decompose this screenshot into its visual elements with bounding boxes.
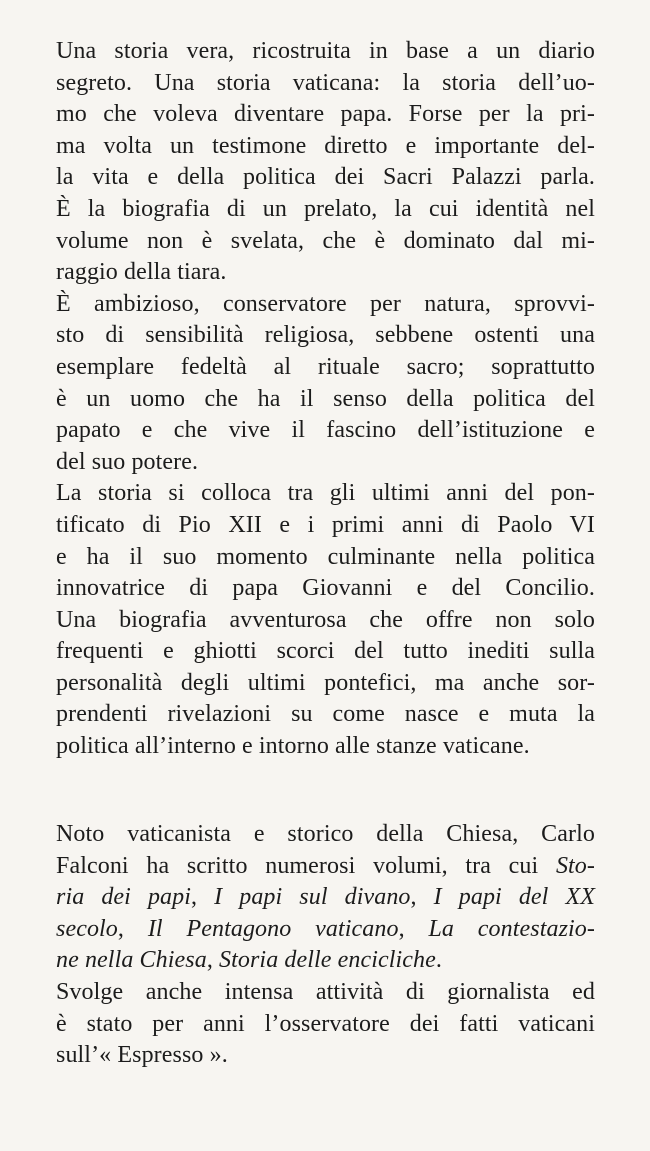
blurb-line: la vita e della politica dei Sacri Palazzi parla.	[56, 164, 595, 191]
book-title: ria dei papi	[56, 884, 192, 911]
bio-text: Falconi ha scritto numerosi volumi, tra cui	[56, 852, 556, 879]
bio-line	[56, 819, 595, 851]
bio-text: ,	[410, 884, 434, 911]
blurb-line: È la biografia di un prelato, la cui identità nel	[56, 195, 595, 222]
blurb-line: raggio della tiara.	[56, 259, 227, 286]
bio-line	[56, 1040, 595, 1072]
bio-text: ,	[117, 915, 148, 942]
blurb-line: personalità degli ultimi pontefici, ma anche sor-	[56, 669, 595, 696]
bio-line	[56, 977, 595, 1009]
bio-text: .	[435, 947, 443, 974]
blurb-line: ma volta un testimone diretto e importante del-	[56, 132, 595, 159]
blurb-line: Una storia vera, ricostruita in base a un diario	[56, 38, 595, 64]
book-title: Sto-	[555, 852, 595, 879]
blurb-line: La storia si colloca tra gli ultimi anni del pon-	[56, 480, 595, 507]
book-title: I papi sul divano	[214, 884, 411, 911]
blurb-line: segreto. Una storia vaticana: la storia dell’uo-	[56, 69, 595, 96]
bio-text: sull’« Espresso ».	[56, 1042, 228, 1069]
bio-line	[56, 851, 595, 883]
blurb-line: mo che voleva diventare papa. Forse per la pri-	[56, 101, 595, 128]
blurb-line: papato e che vive il fascino dell’istituzione e	[56, 417, 595, 444]
blurb-line: Una biografia avventurosa che offre non solo	[56, 606, 595, 633]
blurb-line: e ha il suo momento culminante nella politica	[56, 543, 595, 570]
bio-text: è stato per anni l’osservatore dei fatti vaticani	[56, 1010, 595, 1037]
blurb-line: tificato di Pio XII e i primi anni di Paolo VI	[56, 511, 595, 538]
blurb-line: politica all’interno e intorno alle stanze vaticane.	[56, 733, 530, 760]
bio-line	[56, 1009, 595, 1041]
book-title: Storia delle encicliche	[219, 947, 436, 974]
bio-line	[56, 882, 595, 914]
bio-text: Svolge anche intensa attività di giornalista ed	[56, 978, 595, 1005]
book-title: I papi del XX	[433, 884, 595, 911]
bio-text: ,	[191, 884, 215, 911]
blurb-line: frequenti e ghiotti scorci del tutto inediti sulla	[56, 638, 595, 665]
blurb-line: esemplare fedeltà al rituale sacro; soprattutto	[56, 353, 595, 380]
blurb-line: È ambizioso, conservatore per natura, sprovvi-	[56, 290, 595, 317]
bio-line	[56, 914, 595, 946]
book-title: Il Pentagono vaticano	[147, 915, 399, 942]
bio-text: Noto vaticanista e storico della Chiesa, Carlo	[56, 821, 595, 847]
book-title: ne nella Chiesa	[56, 947, 207, 974]
book-title: secolo	[56, 915, 118, 942]
bio-text: ,	[206, 947, 220, 974]
author-bio-paragraph	[56, 819, 595, 1072]
blurb-line: del suo potere.	[56, 448, 199, 475]
blurb-line: volume non è svelata, che è dominato dal mi-	[56, 227, 595, 254]
blurb-line: è un uomo che ha il senso della politica del	[56, 385, 595, 412]
book-title: La contestazio-	[428, 915, 595, 942]
blurb-line: sto di sensibilità religiosa, sebbene ostenti una	[56, 322, 595, 349]
bio-line	[56, 945, 595, 977]
bio-text: ,	[398, 915, 429, 942]
blurb-line: innovatrice di papa Giovanni e del Concilio.	[56, 575, 595, 602]
blurb-line: prendenti rivelazioni su come nasce e muta la	[56, 701, 595, 728]
blurb-paragraph	[56, 36, 595, 763]
